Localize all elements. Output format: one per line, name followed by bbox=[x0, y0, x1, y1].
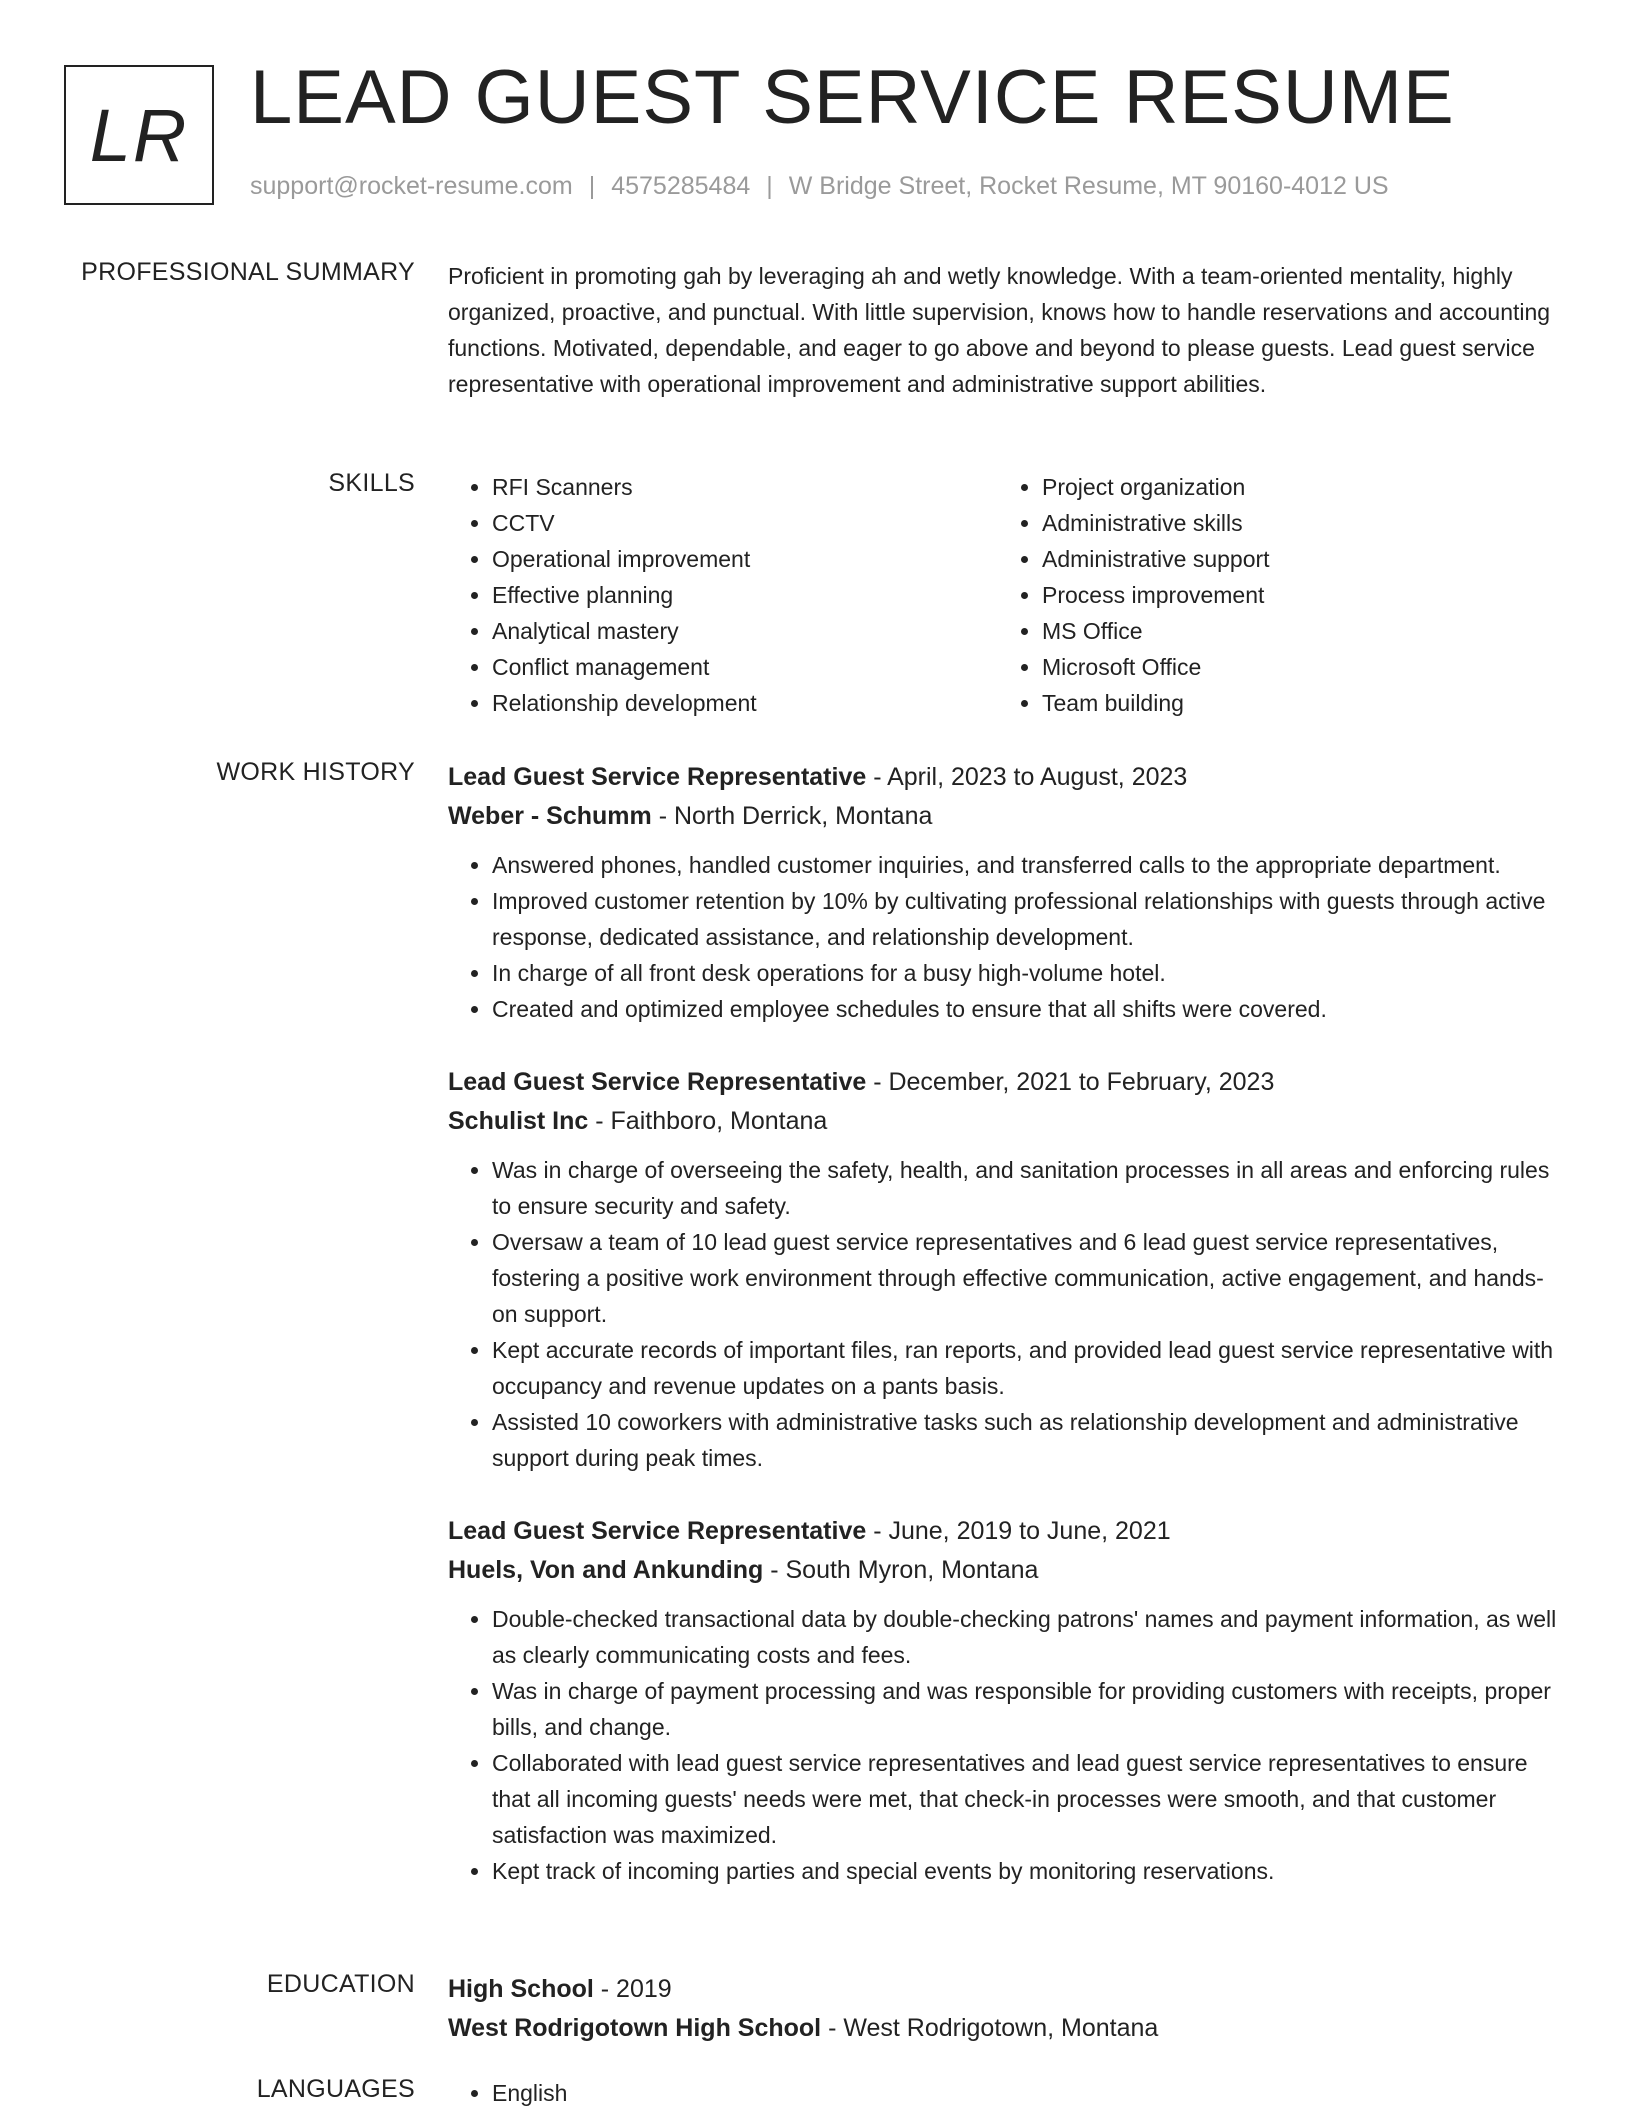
job-bullet: • In charge of all front desk operations for a busy high-volume hotel. bbox=[492, 955, 1568, 991]
job-dates: - April, 2023 to August, 2023 bbox=[866, 763, 1188, 791]
job-bullet: • Was in charge of overseeing the safety, health, and sanitation processes in all areas and enforcing rules to ensure security and safety. bbox=[492, 1152, 1568, 1224]
job-bullets bbox=[448, 1601, 1568, 1889]
skill-item: • Relationship development bbox=[492, 685, 998, 721]
contact-phone: 4575285484 bbox=[611, 172, 751, 200]
skill-item: • Effective planning bbox=[492, 577, 998, 613]
skills-list-right bbox=[998, 469, 1548, 721]
job-bullet: • Kept track of incoming parties and special events by monitoring reservations. bbox=[492, 1853, 1568, 1889]
education-location: - West Rodrigotown, Montana bbox=[821, 2014, 1159, 2042]
skill-item: • Operational improvement bbox=[492, 541, 998, 577]
job-entry bbox=[448, 758, 1568, 1027]
education-degree-line bbox=[448, 1970, 1568, 2008]
job-title-line bbox=[448, 1512, 1568, 1550]
job-location: - North Derrick, Montana bbox=[651, 802, 933, 830]
contact-separator: | bbox=[588, 172, 596, 200]
job-dates: - June, 2019 to June, 2021 bbox=[866, 1517, 1171, 1545]
skill-item: • Administrative support bbox=[1042, 541, 1548, 577]
job-title-line bbox=[448, 758, 1568, 796]
contact-address: W Bridge Street, Rocket Resume, MT 90160-4012 US bbox=[788, 172, 1389, 200]
section-heading-work-history: WORK HISTORY bbox=[216, 758, 415, 786]
job-bullet: • Kept accurate records of important files, ran reports, and provided lead guest service representative with occupancy and revenue updates on a pants basis. bbox=[492, 1332, 1568, 1404]
page-title: LEAD GUEST SERVICE RESUME bbox=[250, 55, 1455, 140]
skill-item: • RFI Scanners bbox=[492, 469, 998, 505]
job-company: Schulist Inc bbox=[448, 1107, 589, 1135]
job-location: - Faithboro, Montana bbox=[588, 1107, 828, 1135]
skill-item: • MS Office bbox=[1042, 613, 1548, 649]
education-degree: High School bbox=[448, 1975, 594, 2003]
contact-email: support@rocket-resume.com bbox=[250, 172, 573, 200]
job-bullet: • Assisted 10 coworkers with administrative tasks such as relationship development and administrative support during peak times. bbox=[492, 1404, 1568, 1476]
job-bullet: • Answered phones, handled customer inquiries, and transferred calls to the appropriate department. bbox=[492, 847, 1568, 883]
job-bullet: • Collaborated with lead guest service representatives and lead guest service representatives to ensure that all incoming guests' needs were met, that check-in processes were smooth, and that customer satisfaction was maximized. bbox=[492, 1745, 1568, 1853]
education-year: - 2019 bbox=[593, 1975, 672, 2003]
job-entry bbox=[448, 1063, 1568, 1476]
job-bullet: • Created and optimized employee schedules to ensure that all shifts were covered. bbox=[492, 991, 1568, 1027]
skill-item: • Process improvement bbox=[1042, 577, 1548, 613]
job-bullet: • Oversaw a team of 10 lead guest service representatives and 6 lead guest service representatives, fostering a positive work environment through effective communication, active engagement, and hands-on support. bbox=[492, 1224, 1568, 1332]
job-title-line bbox=[448, 1063, 1568, 1101]
job-title: Lead Guest Service Representative bbox=[448, 1068, 867, 1096]
languages-list bbox=[448, 2075, 1568, 2111]
skill-item: • Project organization bbox=[1042, 469, 1548, 505]
skill-item: • CCTV bbox=[492, 505, 998, 541]
job-title: Lead Guest Service Representative bbox=[448, 1517, 867, 1545]
job-bullet: • Double-checked transactional data by double-checking patrons' names and payment information, as well as clearly communicating costs and fees. bbox=[492, 1601, 1568, 1673]
summary-text: Proficient in promoting gah by leveraging ah and wetly knowledge. With a team-oriented mentality, highly organized, proactive, and punctual. With little supervision, knows how to handle reservations and accounting functions. Motivated, dependable, and eager to go above and beyond to please guests. Lead guest service representative with operational improvement and administrative support abilities. bbox=[448, 263, 1551, 397]
job-dates: - December, 2021 to February, 2023 bbox=[866, 1068, 1275, 1096]
monogram-logo: LR bbox=[64, 65, 214, 205]
skill-item: • Team building bbox=[1042, 685, 1548, 721]
job-entry bbox=[448, 1512, 1568, 1889]
contact-line bbox=[250, 172, 1389, 201]
job-company-line bbox=[448, 796, 1568, 836]
education-school: West Rodrigotown High School bbox=[448, 2014, 822, 2042]
section-heading-languages: LANGUAGES bbox=[256, 2075, 415, 2103]
skill-item: • Conflict management bbox=[492, 649, 998, 685]
job-company: Huels, Von and Ankunding bbox=[448, 1556, 764, 1584]
job-title: Lead Guest Service Representative bbox=[448, 763, 867, 791]
section-heading-education: EDUCATION bbox=[266, 1970, 415, 1998]
job-bullets bbox=[448, 847, 1568, 1027]
section-heading-skills: SKILLS bbox=[328, 469, 415, 497]
skill-item: • Analytical mastery bbox=[492, 613, 998, 649]
education-school-line bbox=[448, 2008, 1568, 2048]
contact-separator: | bbox=[766, 172, 773, 200]
skill-item: • Microsoft Office bbox=[1042, 649, 1548, 685]
job-location: - South Myron, Montana bbox=[763, 1556, 1039, 1584]
section-heading-summary: PROFESSIONAL SUMMARY bbox=[81, 258, 415, 286]
language-item: • English bbox=[492, 2075, 1568, 2111]
job-bullet: • Improved customer retention by 10% by cultivating professional relationships with guests through active response, dedicated assistance, and relationship development. bbox=[492, 883, 1568, 955]
skills-list-left bbox=[448, 469, 998, 721]
job-company-line bbox=[448, 1550, 1568, 1590]
job-bullets bbox=[448, 1152, 1568, 1476]
skill-item: • Administrative skills bbox=[1042, 505, 1548, 541]
job-company: Weber - Schumm bbox=[448, 802, 652, 830]
job-company-line bbox=[448, 1101, 1568, 1141]
job-bullet: • Was in charge of payment processing and was responsible for providing customers with receipts, proper bills, and change. bbox=[492, 1673, 1568, 1745]
